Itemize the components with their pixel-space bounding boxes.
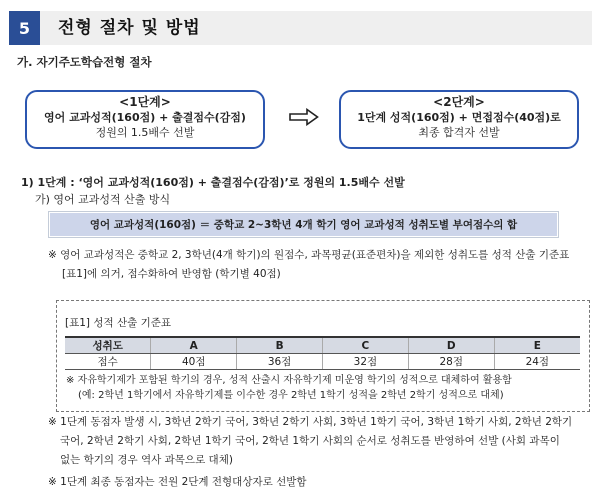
table-title: [표1] 성적 산출 기준표 [65, 317, 172, 329]
note-line: ※ 1단계 동점자 발생 시, 3학년 2학기 국어, 3학년 2학기 사회, 3학년 1학기 국어, 3학년 1학기 사회, 2학년 2학기 [48, 416, 573, 428]
table-row [65, 354, 580, 370]
table-cell: 36점 [237, 354, 323, 370]
section-title: 전형 절차 및 방법 [58, 18, 201, 38]
note-line: [표1]에 의거, 점수화하여 반영함 (학기별 40점) [62, 268, 281, 280]
table-note-line2: (예: 2학년 1학기에서 자유학기제를 이수한 경우 2학년 1학기 성적을 2학년 2학기 성적으로 대체) [78, 390, 504, 401]
note-line: 없는 학기의 경우 역사 과목으로 대체) [60, 454, 233, 466]
subheading: 가. 자기주도학습전형 절차 [17, 55, 152, 69]
table-header-cell: E [494, 337, 580, 354]
stage-1-line1: 영어 교과성적(160점) + 출결점수(감점) [44, 111, 246, 124]
stage-2-title: <2단계> [433, 95, 485, 109]
item-1-subheading: 가) 영어 교과성적 산출 방식 [35, 193, 171, 206]
table-header-row [65, 337, 580, 354]
stage-2-box [339, 90, 579, 149]
table-header-cell: D [408, 337, 494, 354]
table-header-cell: B [237, 337, 323, 354]
stage-1-line2: 정원의 1.5배수 선발 [95, 126, 195, 139]
section-number-badge: 5 [9, 11, 40, 45]
table-cell: 24점 [494, 354, 580, 370]
table-cell: 점수 [65, 354, 151, 370]
score-table [65, 336, 580, 370]
table-header-cell: 성취도 [65, 337, 151, 354]
stage-1-title: <1단계> [119, 95, 171, 109]
note-line: ※ 영어 교과성적은 중학교 2, 3학년(4개 학기)의 원점수, 과목평균(표준편차)을 제외한 성취도를 성적 산출 기준표 [48, 249, 570, 261]
table-cell: 32점 [322, 354, 408, 370]
table-header-cell: A [151, 337, 237, 354]
note-tie-break [48, 413, 572, 470]
table-cell: 28점 [408, 354, 494, 370]
table-cell: 40점 [151, 354, 237, 370]
note-english-score [48, 246, 569, 284]
stage-2-line1: 1단계 성적(160점) + 면접점수(40점)로 [357, 111, 561, 124]
formula-box [48, 211, 559, 238]
item-1-heading: 1) 1단계 : ‘영어 교과성적(160점) + 출결점수(감점)’로 정원의 1.5배수 선발 [21, 176, 405, 189]
formula-text: 영어 교과성적(160점) ＝ 중학교 2~3학년 4개 학기 영어 교과성적 성취도별 부여점수의 합 [89, 219, 518, 231]
note-line: 국어, 2학년 2학기 사회, 2학년 1학기 국어, 2학년 1학기 사회의 순서로 성취도를 반영하여 선발 (사회 과목이 [60, 435, 560, 447]
note-final-tie: ※ 1단계 최종 동점자는 전원 2단계 전형대상자로 선발함 [48, 476, 307, 488]
right-arrow-icon [289, 108, 319, 126]
table-note-line1: ※ 자유학기제가 포함된 학기의 경우, 성적 산출시 자유학기제 미운영 학기의 성적으로 대체하여 활용함 [66, 375, 512, 386]
stage-2-line2: 최종 합격자 선발 [418, 126, 500, 139]
stage-1-box [25, 90, 265, 149]
table-header-cell: C [322, 337, 408, 354]
